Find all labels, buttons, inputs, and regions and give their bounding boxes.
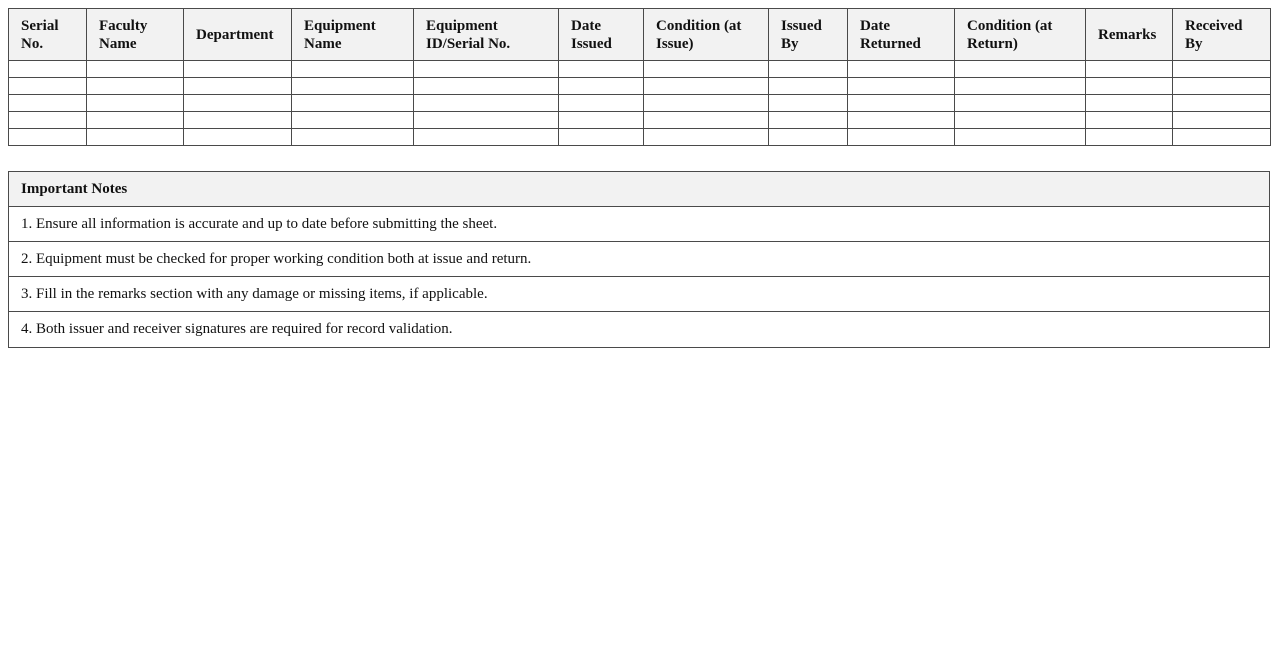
table-cell xyxy=(9,61,87,78)
table-cell xyxy=(87,112,184,129)
table-cell xyxy=(1173,129,1271,146)
note-item: 2. Equipment must be checked for proper working condition both at issue and return. xyxy=(9,242,1269,277)
table-cell xyxy=(559,129,644,146)
table-row xyxy=(9,129,1271,146)
table-cell xyxy=(769,95,848,112)
table-cell xyxy=(1086,78,1173,95)
table-cell xyxy=(87,95,184,112)
table-header-row xyxy=(9,9,1271,61)
table-cell xyxy=(9,112,87,129)
table-cell xyxy=(559,61,644,78)
header-faculty-name: Faculty Name xyxy=(87,9,184,61)
table-row xyxy=(9,78,1271,95)
note-item: 3. Fill in the remarks section with any damage or missing items, if applicable. xyxy=(9,277,1269,312)
equipment-issue-table xyxy=(8,8,1271,146)
table-row xyxy=(9,61,1271,78)
header-equipment-id: Equipment ID/Serial No. xyxy=(414,9,559,61)
table-cell xyxy=(848,129,955,146)
table-cell xyxy=(414,78,559,95)
table-cell xyxy=(184,95,292,112)
table-cell xyxy=(848,78,955,95)
table-cell xyxy=(644,61,769,78)
header-remarks: Remarks xyxy=(1086,9,1173,61)
header-issued-by: Issued By xyxy=(769,9,848,61)
table-row xyxy=(9,112,1271,129)
table-cell xyxy=(1173,61,1271,78)
table-cell xyxy=(769,61,848,78)
table-cell xyxy=(1086,112,1173,129)
table-cell xyxy=(955,129,1086,146)
header-condition-at-issue: Condition (at Issue) xyxy=(644,9,769,61)
table-cell xyxy=(184,61,292,78)
table-row xyxy=(9,95,1271,112)
table-cell xyxy=(292,61,414,78)
table-cell xyxy=(769,129,848,146)
table-cell xyxy=(644,78,769,95)
table-cell xyxy=(292,95,414,112)
header-condition-at-return: Condition (at Return) xyxy=(955,9,1086,61)
table-cell xyxy=(87,78,184,95)
table-cell xyxy=(414,112,559,129)
table-cell xyxy=(414,61,559,78)
table-cell xyxy=(9,129,87,146)
table-cell xyxy=(184,112,292,129)
table-cell xyxy=(769,112,848,129)
table-cell xyxy=(414,129,559,146)
table-cell xyxy=(9,78,87,95)
table-cell xyxy=(1086,61,1173,78)
table-cell xyxy=(414,95,559,112)
table-cell xyxy=(644,129,769,146)
table-cell xyxy=(644,95,769,112)
table-cell xyxy=(559,112,644,129)
table-cell xyxy=(292,78,414,95)
note-item: 4. Both issuer and receiver signatures are required for record validation. xyxy=(21,321,453,337)
note-item: 1. Ensure all information is accurate and up to date before submitting the sheet. xyxy=(9,207,1269,242)
header-equipment-name: Equipment Name xyxy=(292,9,414,61)
header-department: Department xyxy=(184,9,292,61)
table-cell xyxy=(1086,129,1173,146)
table-body xyxy=(9,61,1271,146)
table-cell xyxy=(955,78,1086,95)
table-cell xyxy=(9,95,87,112)
table-cell xyxy=(848,95,955,112)
table-cell xyxy=(848,112,955,129)
table-cell xyxy=(1173,78,1271,95)
header-date-returned: Date Returned xyxy=(848,9,955,61)
header-serial-no: Serial No. xyxy=(9,9,87,61)
table-cell xyxy=(87,61,184,78)
header-received-by: Received By xyxy=(1173,9,1271,61)
table-cell xyxy=(559,78,644,95)
table-cell xyxy=(559,95,644,112)
table-cell xyxy=(1173,112,1271,129)
table-cell xyxy=(1086,95,1173,112)
table-cell xyxy=(184,129,292,146)
table-cell xyxy=(955,112,1086,129)
table-cell xyxy=(292,112,414,129)
table-cell xyxy=(292,129,414,146)
table-cell xyxy=(87,129,184,146)
table-cell xyxy=(848,61,955,78)
table-cell xyxy=(644,112,769,129)
important-notes-box xyxy=(8,171,1270,348)
header-date-issued: Date Issued xyxy=(559,9,644,61)
table-cell xyxy=(184,78,292,95)
notes-title: Important Notes xyxy=(9,172,1269,207)
table-cell xyxy=(1173,95,1271,112)
table-cell xyxy=(955,95,1086,112)
table-cell xyxy=(955,61,1086,78)
table-cell xyxy=(769,78,848,95)
